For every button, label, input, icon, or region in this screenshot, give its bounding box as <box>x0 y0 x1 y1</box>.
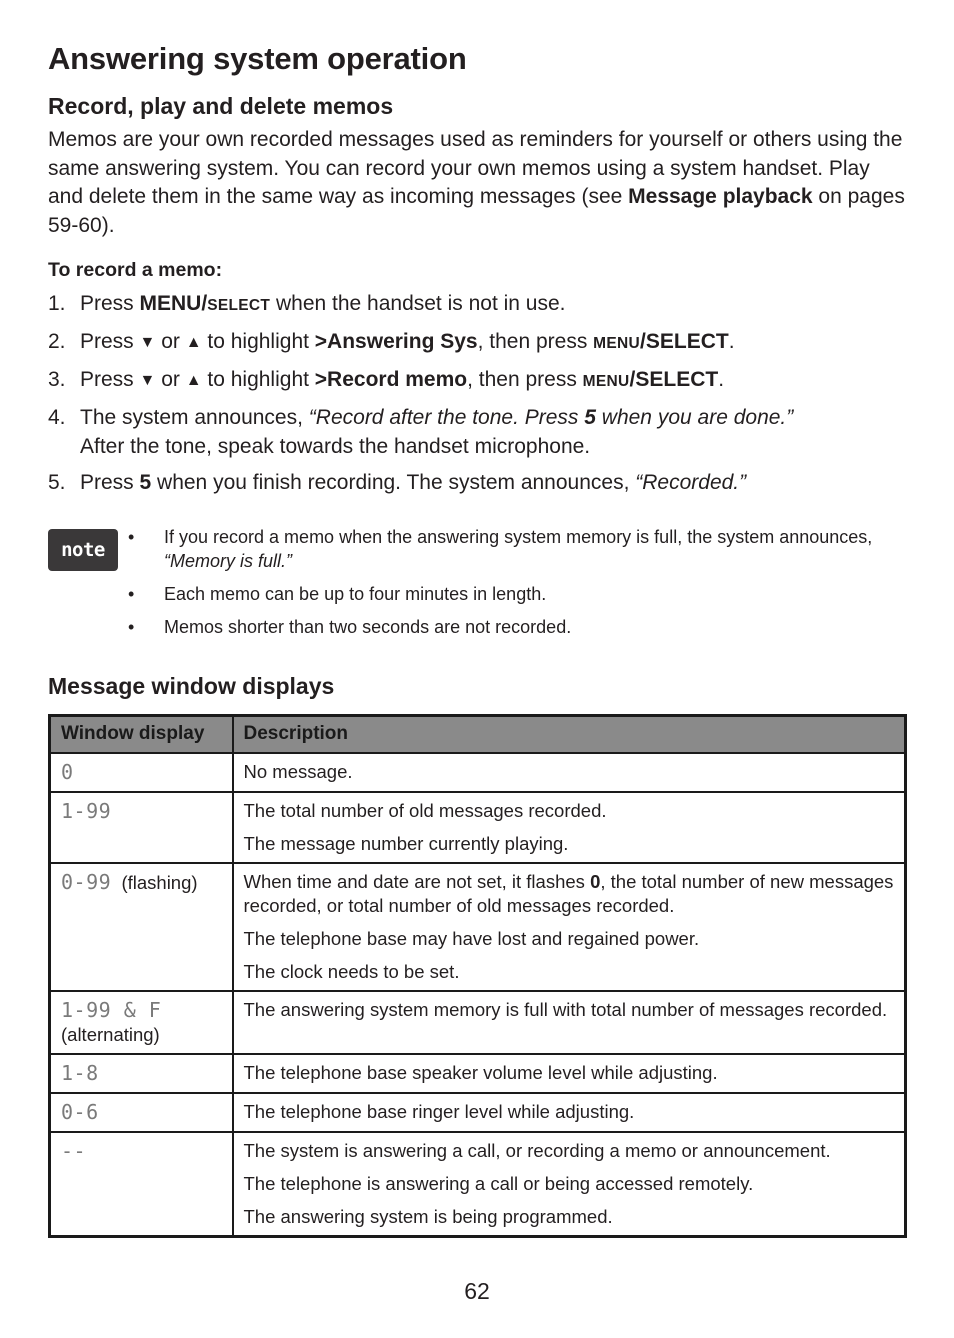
intro-reference: Message playback <box>628 185 813 208</box>
section-heading-message-window: Message window displays <box>48 673 335 699</box>
note-item: • Memos shorter than two seconds are not recorded. <box>124 615 908 639</box>
description-line: The system is answering a call, or recording a memo or announcement. <box>243 1139 831 1161</box>
description-line: The clock needs to be set. <box>243 960 460 982</box>
step-number: 1. <box>48 292 66 315</box>
step-5: 5. Press 5 when you finish recording. The system announces, “Recorded.” <box>48 469 908 498</box>
column-header-description: Description <box>233 716 906 753</box>
note-item: • If you record a memo when the answering system memory is full, the system announces, “Memory is full.” <box>124 525 908 573</box>
display-modifier: (alternating) <box>61 1023 160 1045</box>
procedure-steps <box>48 290 908 497</box>
column-header-window-display: Window display <box>50 716 233 753</box>
window-display-code: 0-99 <box>61 869 112 894</box>
table-header-row <box>50 716 906 753</box>
message-window-table <box>48 714 907 1238</box>
description-line: The telephone is answering a call or being accessed remotely. <box>243 1172 754 1194</box>
table-row <box>50 1054 906 1093</box>
description-line: The telephone base may have lost and regained power. <box>243 927 700 949</box>
intro-paragraph <box>48 126 908 240</box>
intro-text-b: on pages 59-60). <box>48 185 905 237</box>
step-1: 1. Press MENU/SELECT when the handset is not in use. <box>48 290 908 321</box>
step-3: 3. Press ▼ or ▲ to highlight >Record memo, then press MENU/SELECT. <box>48 366 908 397</box>
menu-option: >Answering Sys <box>314 330 478 353</box>
up-arrow-icon: ▲ <box>185 372 202 389</box>
table-row <box>50 753 906 792</box>
key-menu: MENU <box>582 373 630 390</box>
note-list <box>124 525 908 648</box>
down-arrow-icon: ▼ <box>139 372 156 389</box>
step-4: 4. The system announces, “Record after the tone. Press 5 when you are done.” After the tone, speak towards the handset microphone. <box>48 404 908 461</box>
note-item: • Each memo can be up to four minutes in length. <box>124 582 908 606</box>
intro-text-a: Memos are your own recorded messages used as reminders for yourself or others using the same answering system. You can record your own memos using a system handset. Play and delete them in the same way as incoming messages (see <box>48 128 903 208</box>
description-line: The telephone base ringer level while adjusting. <box>243 1100 635 1122</box>
page-number: 62 <box>464 1278 490 1304</box>
window-display-code: -- <box>61 1138 87 1163</box>
bullet-icon: • <box>128 617 135 637</box>
key-select: SELECT <box>207 297 271 314</box>
procedure-heading: To record a memo: <box>48 259 223 281</box>
description-line: The answering system is being programmed. <box>243 1205 613 1227</box>
bullet-icon: • <box>128 584 135 604</box>
display-modifier: (flashing) <box>121 871 198 893</box>
page-title: Answering system operation <box>48 41 467 76</box>
description-line: The total number of old messages recorded. <box>243 799 607 821</box>
step-number: 3. <box>48 368 66 391</box>
down-arrow-icon: ▼ <box>139 334 156 351</box>
step-number: 2. <box>48 330 66 353</box>
window-display-code: 1-8 <box>61 1060 99 1085</box>
description-line: When time and date are not set, it flashes 0, the total number of new messages recorded, or total number of old messages recorded. <box>243 870 894 916</box>
table-row <box>50 1093 906 1132</box>
description-line: The answering system memory is full with total number of messages recorded. <box>243 998 888 1020</box>
note-block <box>48 525 908 648</box>
table-row <box>50 1132 906 1237</box>
step-2: 2. Press ▼ or ▲ to highlight >Answering Sys, then press MENU/SELECT. <box>48 328 908 359</box>
table-row <box>50 792 906 863</box>
up-arrow-icon: ▲ <box>185 334 202 351</box>
bullet-icon: • <box>128 527 135 547</box>
step-number: 4. <box>48 406 66 429</box>
key-select: /SELECT <box>640 330 729 353</box>
window-display-code: 0 <box>61 759 74 784</box>
table-row <box>50 991 906 1054</box>
menu-option: >Record memo <box>314 368 468 391</box>
description-line: The telephone base speaker volume level while adjusting. <box>243 1061 718 1083</box>
note-badge: note <box>48 529 118 571</box>
table-row <box>50 863 906 991</box>
window-display-code: 1-99 <box>61 798 112 823</box>
description-line: No message. <box>243 760 353 782</box>
window-display-code: 1-99 & F <box>61 997 162 1022</box>
window-display-code: 0-6 <box>61 1099 99 1124</box>
section-heading-record-memos: Record, play and delete memos <box>48 93 394 119</box>
step-number: 5. <box>48 470 66 494</box>
description-line: The message number currently playing. <box>243 832 569 854</box>
key-menu: MENU <box>593 335 641 352</box>
key-select: /SELECT <box>629 368 719 391</box>
key-menu: MENU/ <box>139 292 208 315</box>
page <box>48 40 908 1238</box>
